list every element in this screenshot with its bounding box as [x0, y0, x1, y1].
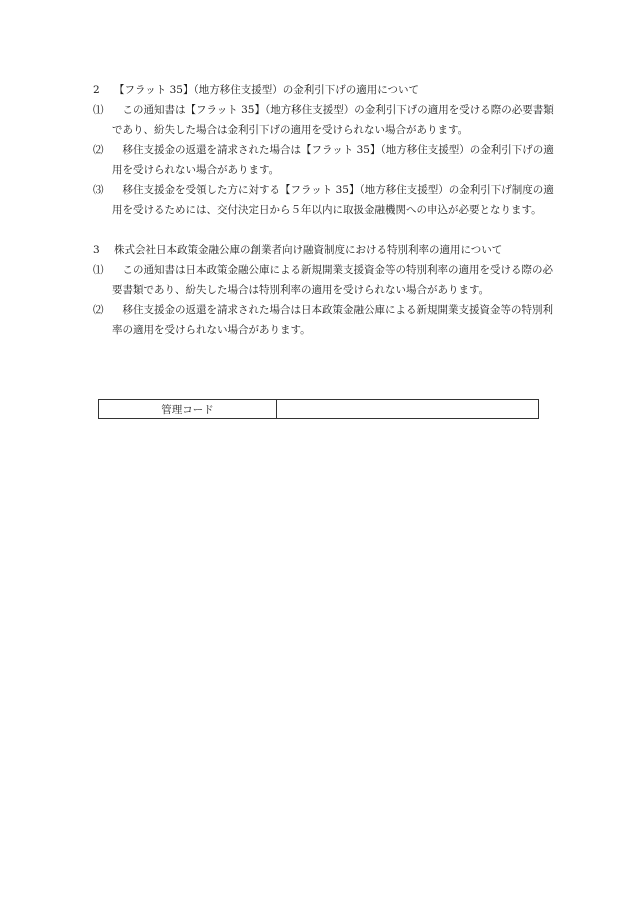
notice-sections: [93, 80, 563, 340]
list-item: [93, 140, 563, 180]
item-number: ⑵: [93, 144, 104, 156]
list-item: [93, 300, 563, 340]
list-item: [93, 100, 563, 140]
section-heading: [93, 240, 563, 260]
section-3: [93, 240, 563, 340]
item-text: 移住支援金の返還を請求された場合は日本政策金融公庫による新規開業支援資金等の特別利率の適用を受けられない場合があります。: [112, 304, 553, 336]
management-code-label: 管理コード: [99, 400, 277, 419]
item-number: ⑴: [93, 104, 104, 116]
list-item: [93, 260, 563, 300]
section-title: 株式会社日本政策金融公庫の創業者向け融資制度における特別利率の適用について: [114, 244, 503, 256]
list-item: [93, 180, 563, 220]
section-2: [93, 80, 563, 220]
item-text: 移住支援金を受領した方に対する【フラット 35】（地方移住支援型）の金利引下げ制度の適用を受けるためには、交付決定日から５年以内に取扱金融機関への申込が必要となります。: [112, 184, 554, 216]
section-number: 3: [93, 244, 100, 256]
item-number: ⑴: [93, 264, 104, 276]
item-text: この通知書は【フラット 35】（地方移住支援型）の金利引下げの適用を受ける際の必要書類であり、紛失した場合は金利引下げの適用を受けられない場合があります。: [112, 104, 554, 136]
management-code-table: [98, 399, 539, 419]
item-number: ⑵: [93, 304, 104, 316]
item-text: この通知書は日本政策金融公庫による新規開業支援資金等の特別利率の適用を受ける際の必要書類であり、紛失した場合は特別利率の適用を受けられない場合があります。: [112, 264, 553, 296]
section-heading: [93, 80, 563, 100]
item-number: ⑶: [93, 184, 104, 196]
item-text: 移住支援金の返還を請求された場合は【フラット 35】（地方移住支援型）の金利引下げの適用を受けられない場合があります。: [112, 144, 554, 176]
management-code-field[interactable]: [277, 400, 539, 419]
table-row: [99, 400, 539, 419]
section-number: 2: [93, 84, 100, 96]
section-title: 【フラット 35】（地方移住支援型）の金利引下げの適用について: [114, 84, 420, 96]
